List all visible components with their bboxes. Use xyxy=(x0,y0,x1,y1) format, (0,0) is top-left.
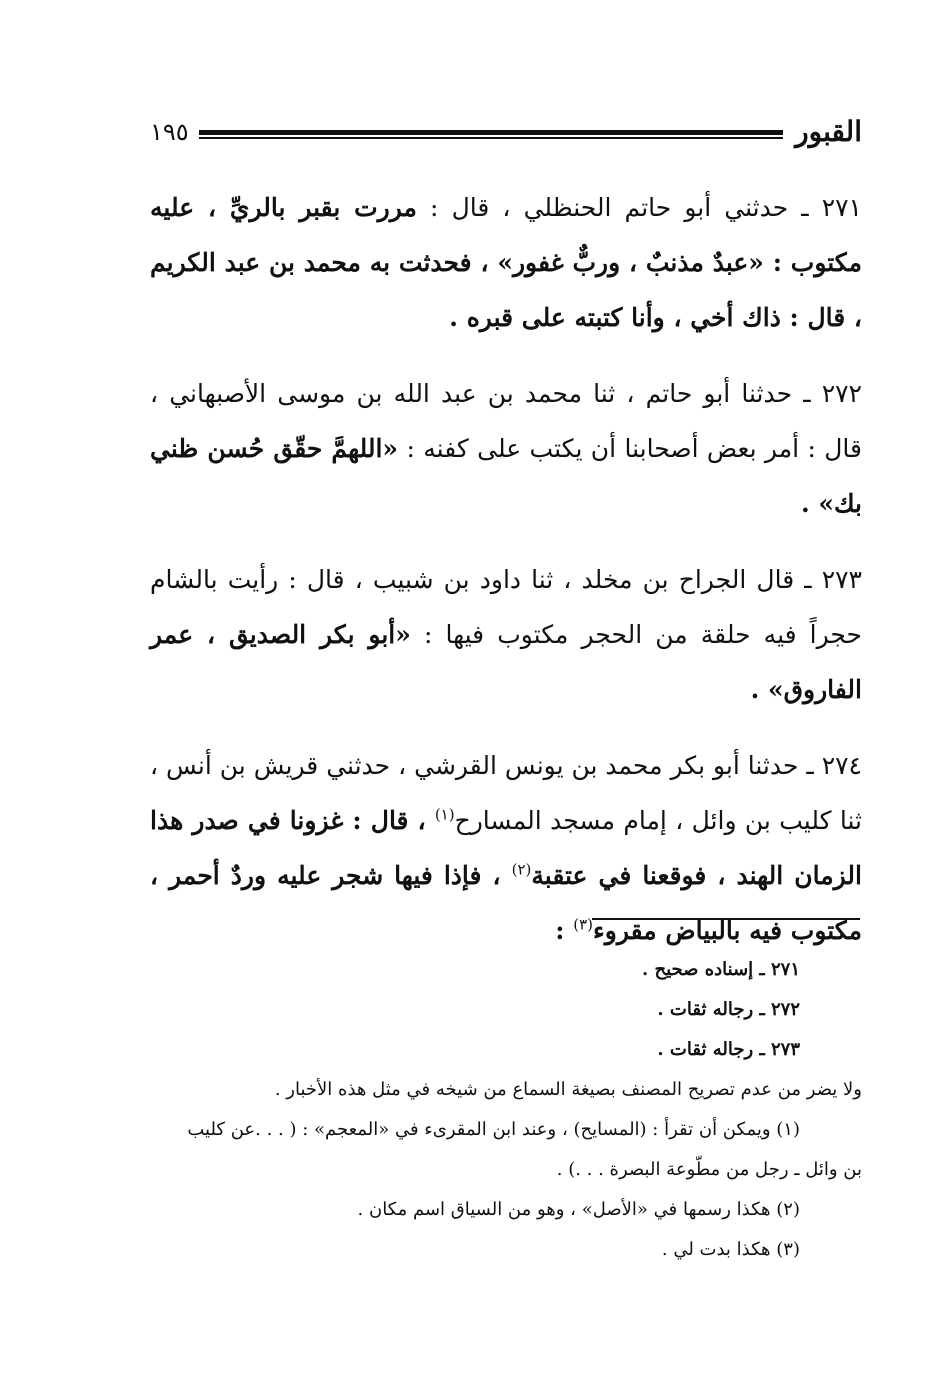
entry-271 xyxy=(150,180,862,345)
entry-273 xyxy=(150,552,862,717)
footnote-1-cont: بن وائل ـ رجل من مطّوعة البصرة . . .) . xyxy=(556,1159,862,1180)
entry-274 xyxy=(150,738,862,958)
footnote-273-note: ولا يضر من عدم تصريح المصنف بصيغة السماع من شيخه في مثل هذه الأخبار . xyxy=(274,1079,862,1100)
footnote-separator xyxy=(592,918,860,920)
footnote-271: ٢٧١ ـ إسناده صحيح . xyxy=(641,959,800,980)
entry-text: «أبو بكر الصديق ، عمر الفاروق» . xyxy=(150,620,862,704)
footnote-1: (١) ويمكن أن تقرأ : (المسايح) ، وعند ابن المقرىء في «المعجم» : ( . . .عن كليب xyxy=(187,1119,800,1140)
entry-272 xyxy=(150,366,862,531)
footnote-ref-2[interactable]: (٢) xyxy=(511,860,532,879)
header-title: القبور xyxy=(795,115,862,148)
entry-lead: ـ حدثنا أبو بكر محمد بن يونس القرشي ، حدثني قريش بن أنس ، ثنا كليب بن وائل ، إمام مسجد المسارح xyxy=(150,751,862,835)
footnote-273: ٢٧٣ ـ رجاله ثقات . xyxy=(657,1039,800,1060)
entry-number: ٢٧٢ xyxy=(821,379,862,408)
entry-text-end: : xyxy=(555,916,574,945)
entry-number: ٢٧٣ xyxy=(821,565,862,594)
footnote-272: ٢٧٢ ـ رجاله ثقات . xyxy=(657,999,800,1020)
footnotes xyxy=(158,950,862,1270)
header-double-rule xyxy=(199,130,783,139)
page-number: ١٩٥ xyxy=(150,118,189,146)
footnote-3: (٣) هكذا بدت لي . xyxy=(661,1239,800,1260)
entry-text: «اللهمَّ حقّق حُسن ظني بك» . xyxy=(150,434,862,518)
entry-lead: ـ قال الجراح بن مخلد ، ثنا داود بن شبيب ، قال : رأيت بالشام حجراً فيه حلقة من الحجر مكتوب فيها : xyxy=(150,565,862,649)
entry-text-cont: ، فإذا فيها شجر عليه وردٌ أحمر ، مكتوب فيه بالبياض مقروء xyxy=(150,861,862,945)
entry-lead: ـ حدثني أبو حاتم الحنظلي ، قال : xyxy=(416,193,822,222)
running-header xyxy=(150,112,862,152)
footnote-2: (٢) هكذا رسمها في «الأصل» ، وهو من السياق اسم مكان . xyxy=(357,1199,800,1220)
footnote-ref-1[interactable]: (١) xyxy=(434,805,455,824)
entry-text: مررت بقبر بالريِّ ، عليه مكتوب : «عبدٌ مذنبٌ ، وربٌّ غفور» ، فحدثت به محمد بن عبد الكريم ، قال : ذاك أخي ، وأنا كتبته على قبره . xyxy=(150,193,862,332)
entry-lead: ـ حدثنا أبو حاتم ، ثنا محمد بن عبد الله بن موسى الأصبهاني ، قال : أمر بعض أصحابنا أن يكتب على كفنه : xyxy=(150,379,862,463)
main-text xyxy=(150,180,862,979)
footnote-ref-3[interactable]: (٣) xyxy=(573,915,594,934)
entry-number: ٢٧٤ xyxy=(821,751,862,780)
entry-text: ، قال : غزونا في صدر هذا الزمان الهند ، فوقعنا في عتقبة xyxy=(150,806,862,890)
entry-number: ٢٧١ xyxy=(821,193,862,222)
